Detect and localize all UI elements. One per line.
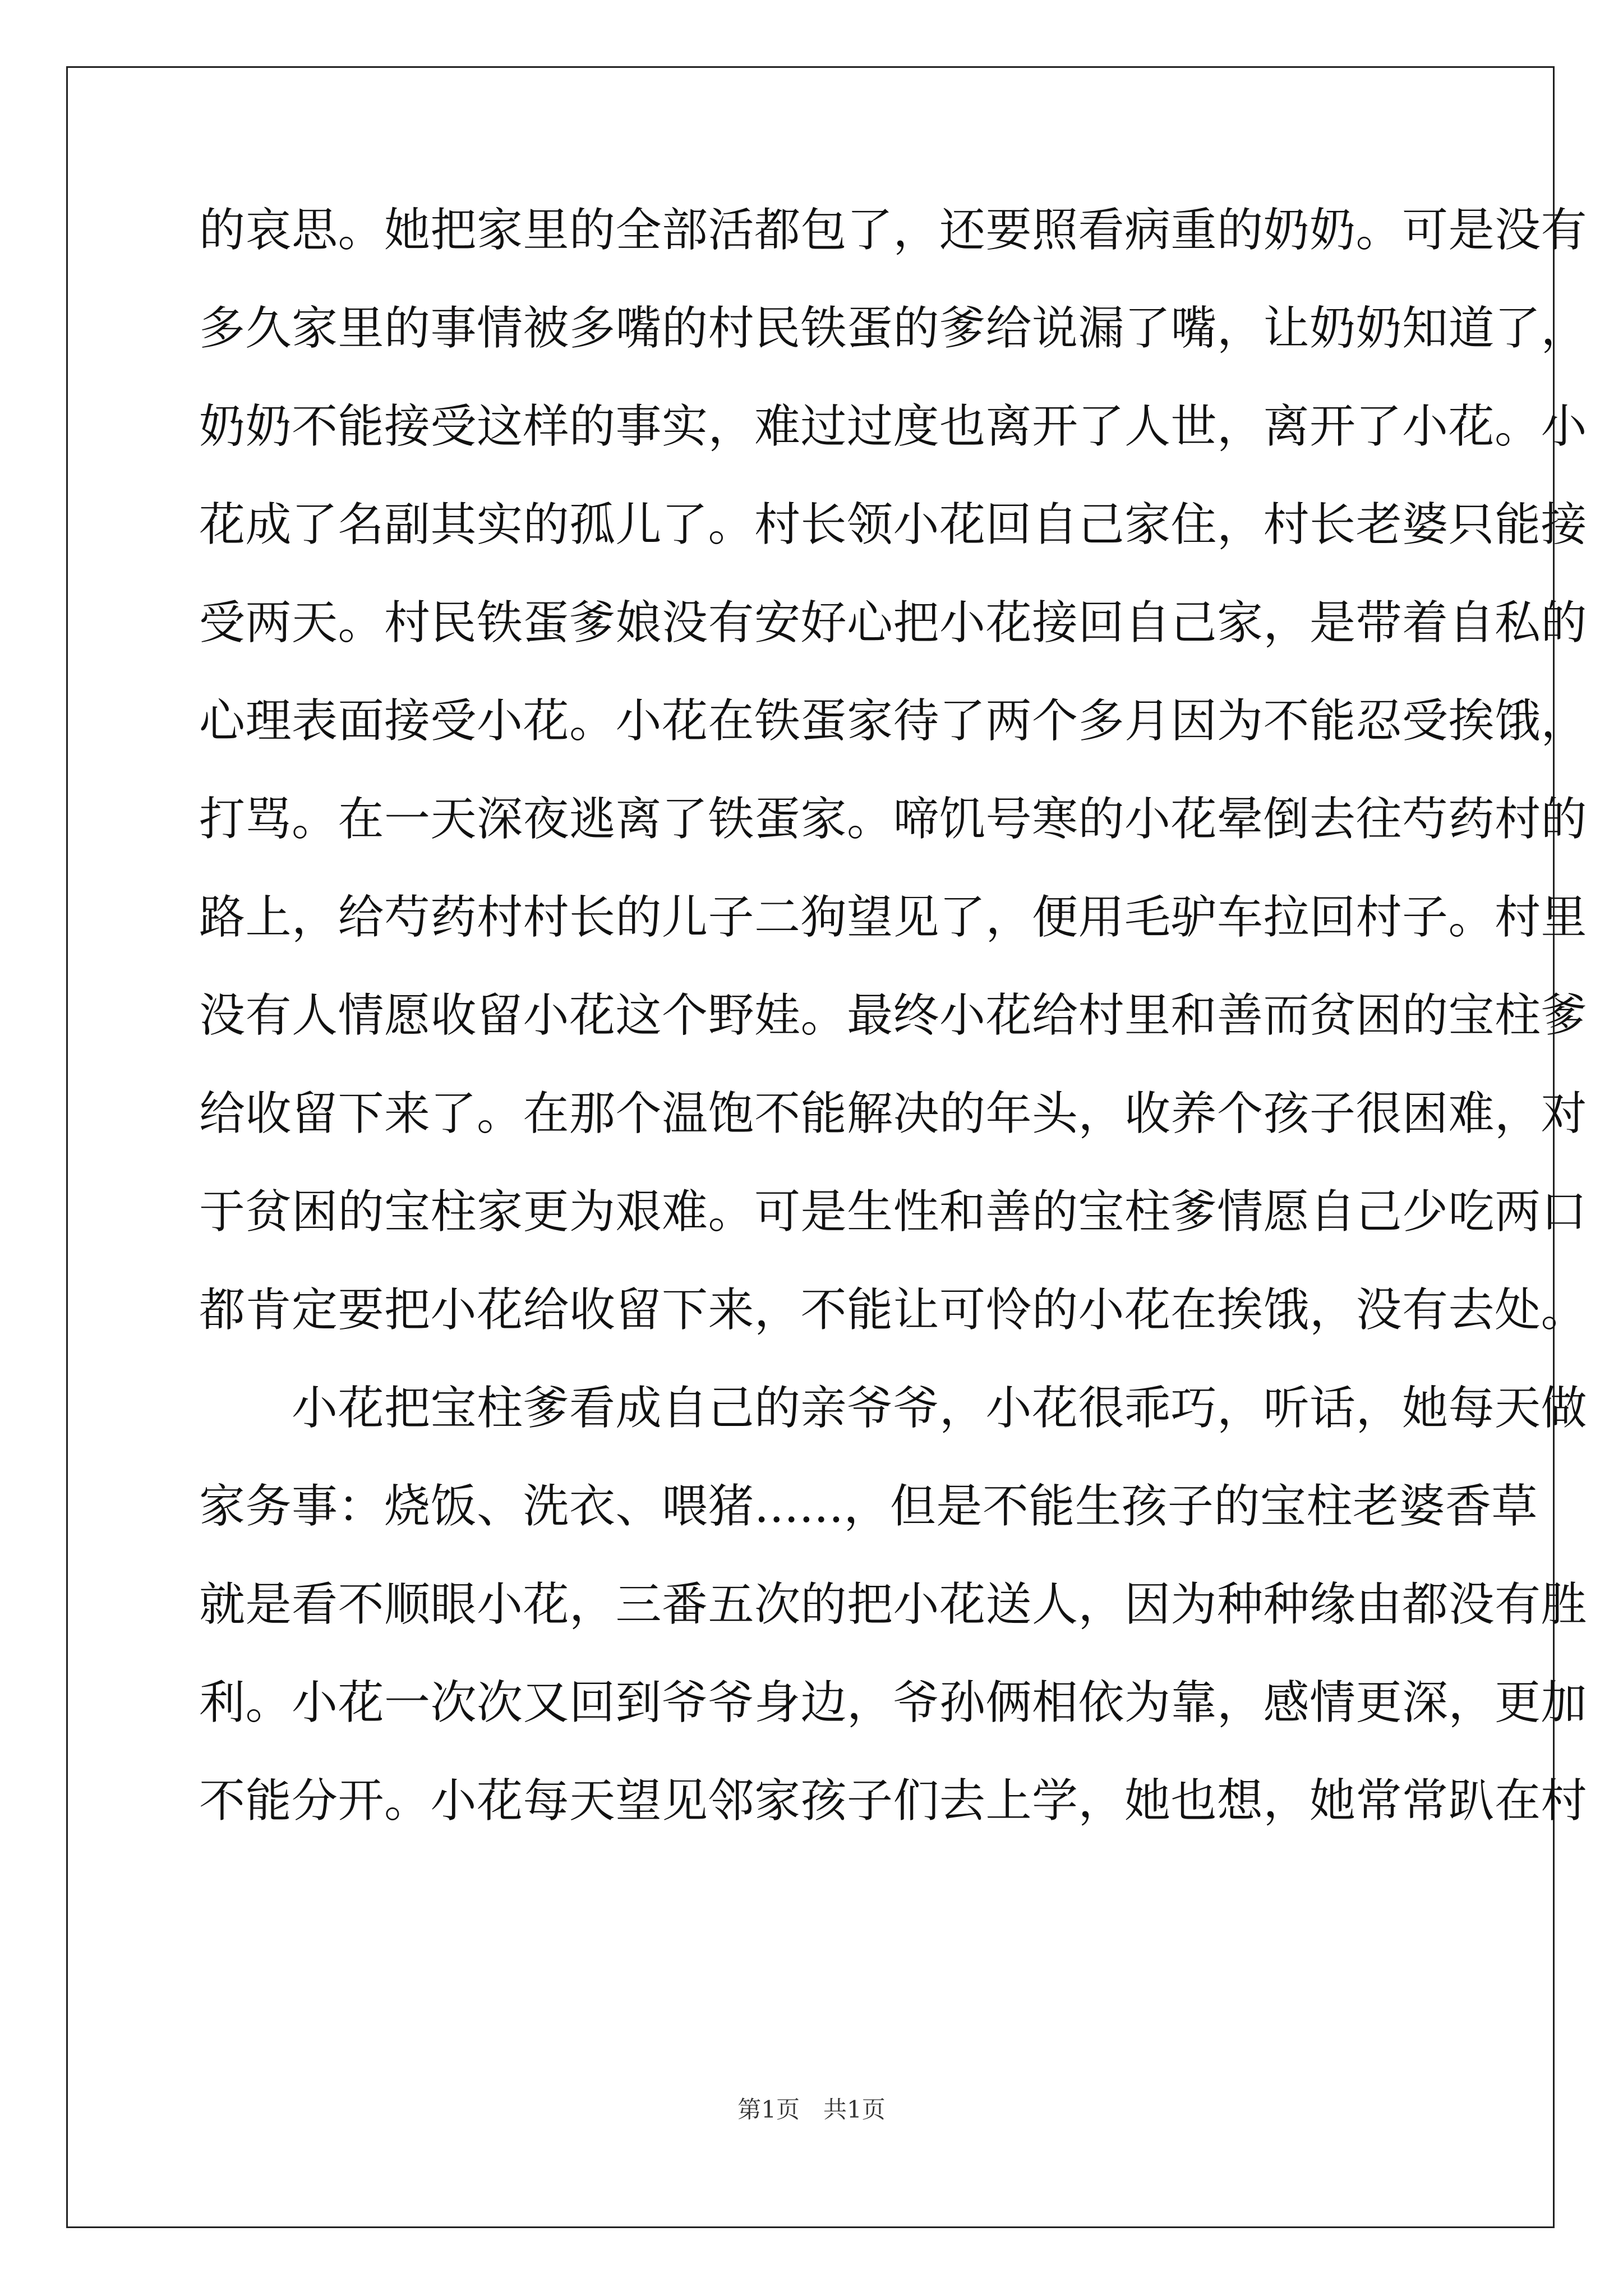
text-line: 奶奶不能接受这样的事实，难过过度也离开了人世，离开了小花。小 (199, 400, 1588, 453)
text-line: 都肯定要把小花给收留下来，不能让可怜的小花在挨饿，没有去处。 (199, 1283, 1588, 1337)
text-line: 小花把宝柱爹看成自己的亲爷爷，小花很乖巧，听话，她每天做 (199, 1382, 1588, 1435)
text-line: 给收留下来了。在那个温饱不能解决的年头，收养个孩子很困难，对 (199, 1087, 1588, 1140)
text-line: 于贫困的宝柱家更为艰难。可是生性和善的宝柱爹情愿自己少吃两口 (199, 1185, 1588, 1239)
document-body (199, 204, 1588, 1876)
text-line: 多久家里的事情被多嘴的村民铁蛋的爹给说漏了嘴，让奶奶知道了， (199, 302, 1588, 355)
page-number: 第1页 共1页 (737, 2096, 886, 2123)
text-line: 利。小花一次次又回到爷爷身边，爷孙俩相依为靠，感情更深，更加 (199, 1676, 1588, 1729)
text-line: 受两天。村民铁蛋爹娘没有安好心把小花接回自己家，是带着自私的 (199, 596, 1588, 650)
text-line: 花成了名副其实的孤儿了。村长领小花回自己家住，村长老婆只能接 (199, 498, 1588, 551)
text-line: 心理表面接受小花。小花在铁蛋家待了两个多月因为不能忍受挨饿， (199, 694, 1588, 748)
text-line: 没有人情愿收留小花这个野娃。最终小花给村里和善而贫困的宝柱爹 (199, 989, 1588, 1042)
text-line: 打骂。在一天深夜逃离了铁蛋家。啼饥号寒的小花晕倒去往芍药村的 (199, 793, 1588, 846)
text-line: 就是看不顺眼小花，三番五次的把小花送人，因为种种缘由都没有胜 (199, 1578, 1588, 1631)
text-line: 路上，给芍药村村长的儿子二狗望见了，便用毛驴车拉回村子。村里 (199, 891, 1588, 944)
text-line: 的哀思。她把家里的全部活都包了，还要照看病重的奶奶。可是没有 (199, 204, 1588, 257)
text-line: 不能分开。小花每天望见邻家孩子们去上学，她也想，她常常趴在村 (199, 1774, 1588, 1828)
text-line: 家务事：烧饭、洗衣、喂猪......，但是不能生孩子的宝柱老婆香草 (199, 1480, 1538, 1533)
